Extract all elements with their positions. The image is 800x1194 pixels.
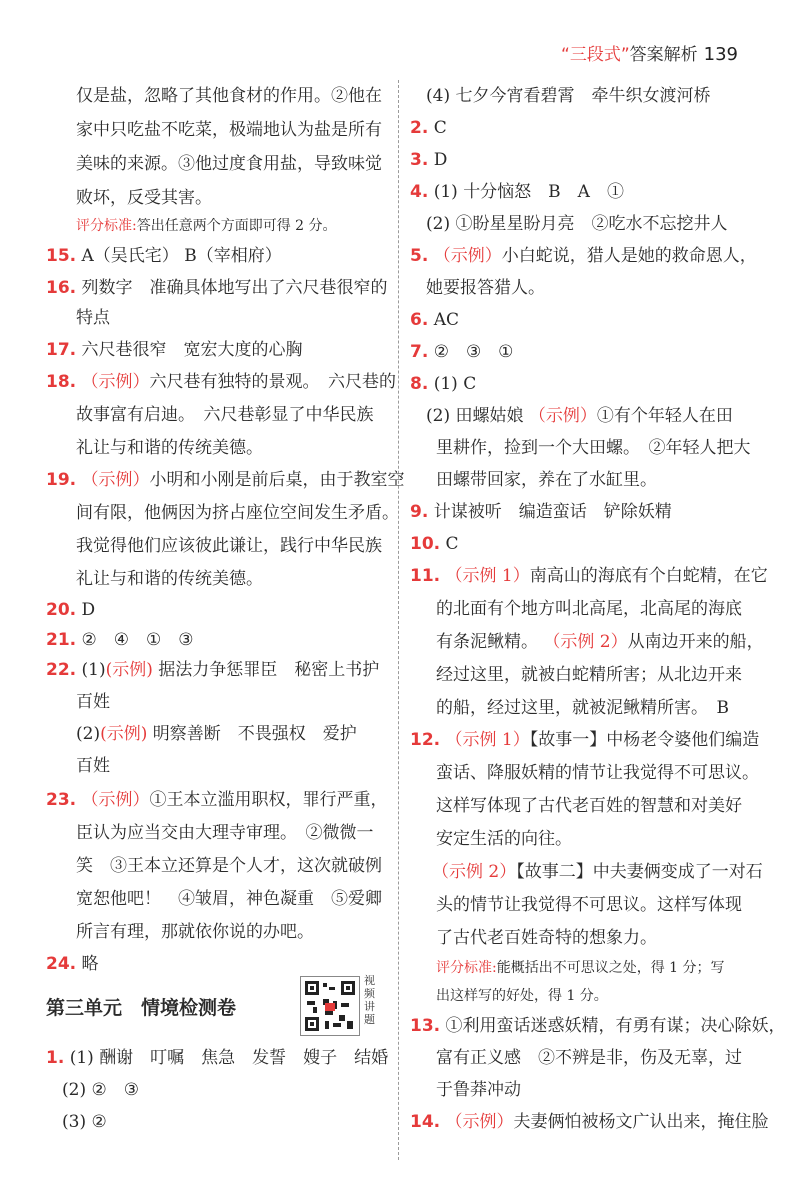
text-line: 田螺带回家，养在了水缸里。 xyxy=(436,470,657,490)
column-divider xyxy=(398,80,399,1160)
answer-6: 6. AC xyxy=(410,310,459,330)
text-line: 臣认为应当交由大理寺审理。 ②微微一 xyxy=(76,823,374,843)
answer-11: 11. （示例 1）南高山的海底有个白蛇精，在它 xyxy=(410,566,768,586)
text-line: 百姓 xyxy=(76,756,110,776)
text-line: 我觉得他们应该彼此谦让，践行中华民族 xyxy=(76,536,382,556)
text-line: 宽恕他吧！ ④皱眉，神色凝重 ⑤爱卿 xyxy=(76,889,382,909)
text-line: 笑 ③王本立还算是个人才，这次就破例 xyxy=(76,856,382,876)
text-line: (2) ② ③ xyxy=(62,1080,139,1100)
unit-title: 第三单元 情境检测卷 xyxy=(46,997,237,1019)
text-line: 败坏，反受其害。 xyxy=(76,188,212,208)
answer-2: 2. C xyxy=(410,118,447,138)
answer-21: 21. ② ④ ① ③ xyxy=(46,630,194,650)
qr-label: 视频讲题 xyxy=(364,974,375,1026)
text-line: 间有限，他俩因为挤占座位空间发生矛盾。 xyxy=(76,503,399,523)
text-line: 于鲁莽冲动 xyxy=(436,1080,521,1100)
text-line: 特点 xyxy=(76,308,110,328)
text-line: 的北面有个地方叫北高尾，北高尾的海底 xyxy=(436,599,742,619)
answer-10: 10. C xyxy=(410,534,459,554)
text-line: 经过这里，就被白蛇精所害；从北边开来 xyxy=(436,665,742,685)
answer-9: 9. 计谋被听 编造蛮话 铲除妖精 xyxy=(410,502,672,522)
text-line: 富有正义感 ②不辨是非，伤及无辜，过 xyxy=(436,1048,742,1068)
answer-15: 15. A（吴氏宅） B（宰相府） xyxy=(46,246,282,266)
text-line: 出这样写的好处，得 1 分。 xyxy=(436,988,608,1004)
text-line: (2)(示例) 明察善断 不畏强权 爱护 xyxy=(76,724,357,744)
text-line: 所言有理，那就依你说的办吧。 xyxy=(76,922,314,942)
scoring-note: 评分标准:能概括出不可思议之处，得 1 分；写 xyxy=(436,960,725,976)
answer-3: 3. D xyxy=(410,150,448,170)
header-title: 答案解析 xyxy=(629,45,698,65)
answer-24: 24. 略 xyxy=(46,954,99,974)
answer-4: 4. (1) 十分恼怒 B A ① xyxy=(410,182,624,202)
text-line: 头的情节让我觉得不可思议。这样写体现 xyxy=(436,895,742,915)
text-line: 美味的来源。③他过度食用盐，导致味觉 xyxy=(76,154,382,174)
header-series: “三段式” xyxy=(561,45,630,65)
answer-7: 7. ② ③ ① xyxy=(410,342,514,362)
answer-23: 23. （示例）①王本立滥用职权，罪行严重， xyxy=(46,790,388,810)
text-line: (2) ①盼星星盼月亮 ②吃水不忘挖井人 xyxy=(426,214,728,234)
answer-12: 12. （示例 1）【故事一】中杨老令婆他们编造 xyxy=(410,730,760,750)
qr-code-icon[interactable] xyxy=(300,976,360,1036)
text-line: 里耕作，捡到一个大田螺。 ②年轻人把大 xyxy=(436,438,751,458)
text-line: (4) 七夕今宵看碧霄 牵牛织女渡河桥 xyxy=(426,86,711,106)
text-line: 的船，经过这里，就被泥鳅精所害。 B xyxy=(436,698,729,718)
answer-14: 14. （示例）夫妻俩怕被杨文广认出来，掩住脸 xyxy=(410,1112,769,1132)
text-line: 家中只吃盐不吃菜，极端地认为盐是所有 xyxy=(76,120,382,140)
page-header xyxy=(561,40,738,65)
text-line: 百姓 xyxy=(76,692,110,712)
page-number: 139 xyxy=(703,44,738,65)
answer-5: 5. （示例）小白蛇说，猎人是她的救命恩人， xyxy=(410,246,757,266)
text-line: 礼让与和谐的传统美德。 xyxy=(76,569,263,589)
text-line: 仅是盐，忽略了其他食材的作用。②他在 xyxy=(76,86,382,106)
answer-16: 16. 列数字 准确具体地写出了六尺巷很窄的 xyxy=(46,278,388,298)
text-line: (3) ② xyxy=(62,1112,107,1132)
text-line: 有条泥鳅精。 （示例 2）从南边开来的船， xyxy=(436,632,764,652)
text-line: （示例 2）【故事二】中夫妻俩变成了一对石 xyxy=(432,862,763,882)
answer-8: 8. (1) C xyxy=(410,374,477,394)
answer-17: 17. 六尺巷很窄 宽宏大度的心胸 xyxy=(46,340,303,360)
answer-22: 22. (1)(示例) 据法力争惩罪臣 秘密上书护 xyxy=(46,660,380,680)
text-line: 礼让与和谐的传统美德。 xyxy=(76,438,263,458)
text-line: 这样写体现了古代老百姓的智慧和对美好 xyxy=(436,796,742,816)
answer-18: 18. （示例）六尺巷有独特的景观。 六尺巷的 xyxy=(46,372,397,392)
text-line: 了古代老百姓奇特的想象力。 xyxy=(436,928,657,948)
text-line: (2) 田螺姑娘 （示例）①有个年轻人在田 xyxy=(426,406,733,426)
scoring-note: 评分标准:答出任意两个方面即可得 2 分。 xyxy=(76,218,337,234)
answer-13: 13. ①利用蛮话迷惑妖精，有勇有谋；决心除妖， xyxy=(410,1016,786,1036)
answer-19: 19. （示例）小明和小刚是前后桌，由于教室空 xyxy=(46,470,405,490)
text-line: 蛮话、降服妖精的情节让我觉得不可思议。 xyxy=(436,763,759,783)
unit-answer-1: 1. (1) 酬谢 叮嘱 焦急 发誓 嫂子 结婚 xyxy=(46,1048,389,1068)
text-line: 安定生活的向往。 xyxy=(436,829,572,849)
text-line: 她要报答猎人。 xyxy=(426,278,545,298)
answer-20: 20. D xyxy=(46,600,96,620)
text-line: 故事富有启迪。 六尺巷彰显了中华民族 xyxy=(76,405,374,425)
